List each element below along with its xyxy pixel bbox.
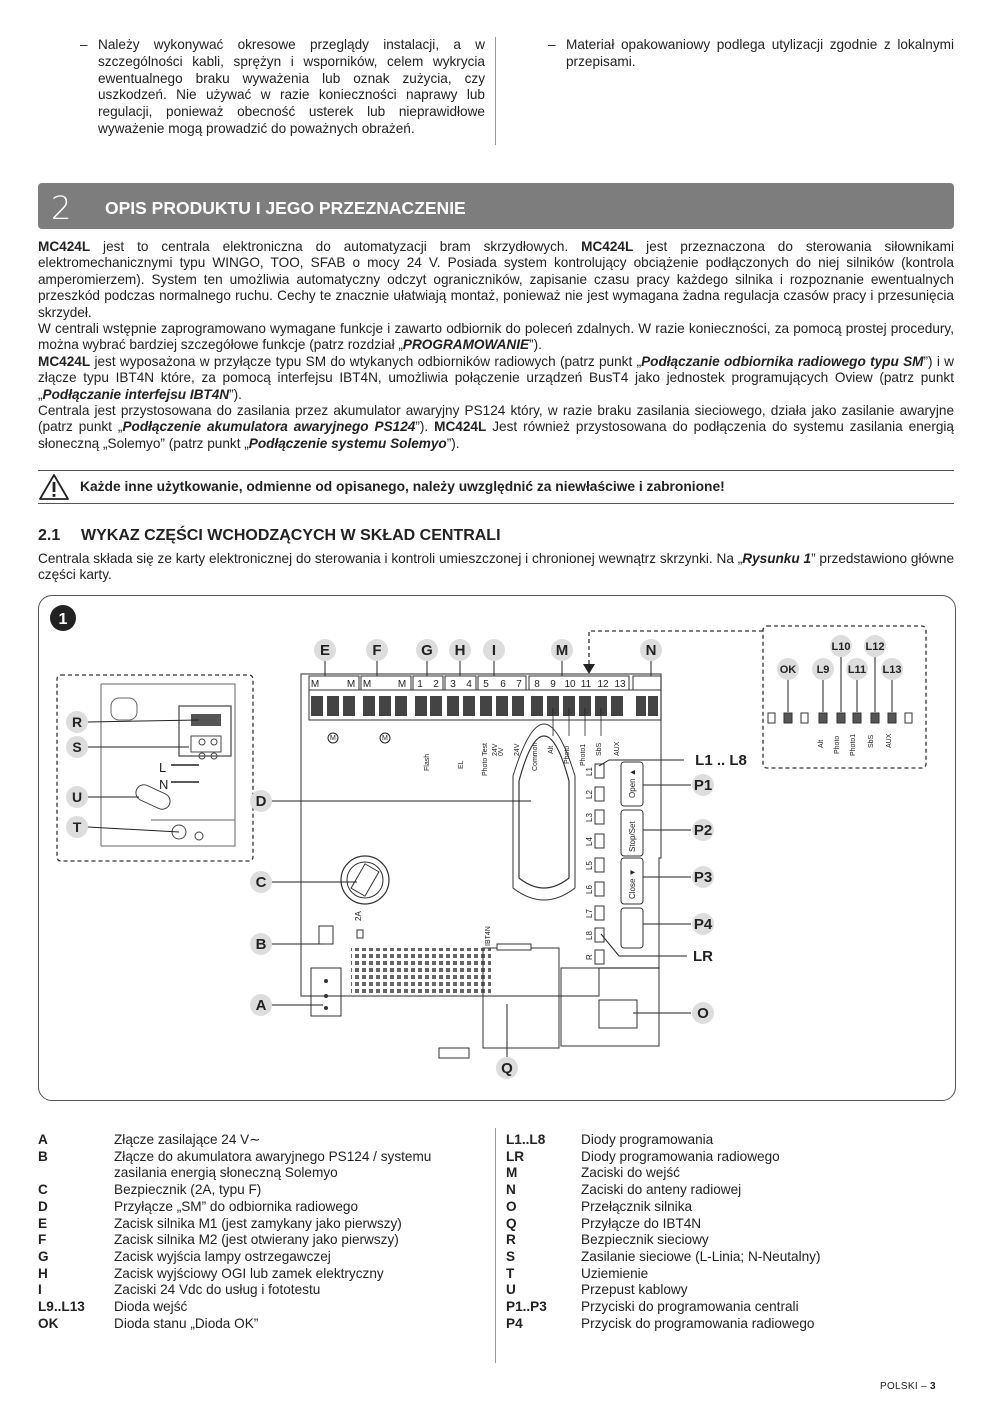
terminal-M: M — [555, 642, 569, 659]
legend-value: Zaciski do wejść — [581, 1165, 680, 1181]
terminal-H: H — [454, 642, 466, 659]
legend-value: Dioda wejść — [114, 1299, 188, 1315]
callout-S: S — [72, 739, 82, 755]
svg-text:2: 2 — [433, 679, 439, 690]
svg-text:5: 5 — [483, 679, 489, 690]
top-right-bullet — [548, 37, 954, 71]
legend-row — [506, 1299, 954, 1316]
led-OK: OK — [779, 664, 797, 676]
legend-right — [506, 1132, 954, 1332]
svg-text:SbS: SbS — [596, 742, 603, 756]
svg-text:L6: L6 — [585, 885, 594, 894]
legend-row — [506, 1266, 954, 1283]
callout-C: C — [255, 874, 267, 891]
svg-text:M: M — [346, 679, 356, 690]
terminal-N: N — [645, 642, 657, 659]
svg-text:L8: L8 — [585, 931, 594, 940]
intro-paragraph: MC424L jest to centrala elektroniczna do automatyzacji bram skrzydłowych. MC424L jest przeznaczona do sterowania siłownikami elektromechanicznymi typu WINGO, TOO, SFAB o mocy 24 V. Posiada system kontrolujący obciążenie podłączonych do niej silników (kontrola amperomierzem). System ten umożliwia automatyczny odczyt ograniczników, zapisanie czasu pracy każdego silnika i rozpoznanie ewentualnych przeszkód podczas normalnego ruchu. Cechy te znacznie ułatwiają montaż, ponieważ nie jest wymagana żadna regulacja czasów pracy i przesunięcia skrzydeł. W centrali wstępnie zaprogramowano wymagane funkcje i zawarto odbiornik do poleceń zdalnych. W razie konieczności, za pomocą prostej procedury, można wybrać bardziej szczegółowe funkcje (patrz rozdział „PROGRAMOWANIE”). MC424L jest wyposażona w przyłącze typu SM do wtykanych odbiorników radiowych (patrz punkt „Podłączanie odbiornika radiowego typu SM”) i w złącze typu IBT4N które, za pomocą interfejsu IBT4N, umożliwia połączenie urządzeń BusT4 jako jednostek programujących Oview (patrz punkt „Podłączanie interfejsu IBT4N”). Centrala jest przystosowana do zasilania przez akumulator awaryjny PS124 który, w razie braku zasilania sieciowego, działa jako zasilanie awaryjne (patrz punkt „Podłączenie akumulatora awaryjnego PS124”). MC424L Jest również przystosowana do podłączenia do systemu zasilania energią słoneczną „Solemyo” (patrz punkt „Podłączenie systemu Solemyo”). — [38, 239, 955, 451]
legend-left — [38, 1132, 488, 1332]
legend-key: LR — [506, 1148, 525, 1164]
led-L12: L12 — [865, 641, 885, 653]
legend-value: Przycisk do programowania radiowego — [581, 1315, 815, 1331]
svg-text:IBT4N: IBT4N — [485, 926, 492, 946]
svg-text:AUX: AUX — [614, 741, 621, 756]
led-L13: L13 — [882, 664, 902, 676]
svg-text:M: M — [397, 679, 407, 690]
legend-row — [38, 1216, 488, 1233]
svg-text:7: 7 — [516, 679, 522, 690]
legend-value: Przyłącze „SM” do odbiornika radiowego — [114, 1198, 359, 1214]
figure-1 — [38, 595, 956, 1101]
legend-key: L1..L8 — [506, 1132, 546, 1147]
svg-text:M: M — [382, 735, 388, 742]
svg-text:13: 13 — [614, 679, 626, 690]
svg-text:Photo: Photo — [834, 735, 841, 754]
legend-value: Przepust kablowy — [581, 1282, 688, 1298]
svg-text:N: N — [159, 777, 169, 792]
legend-key: E — [38, 1215, 48, 1231]
legend-row — [38, 1299, 488, 1316]
bullet-dash: – — [80, 37, 88, 52]
callout-L1-L8: L1 .. L8 — [695, 752, 747, 769]
legend-value: Przełącznik silnika — [581, 1198, 693, 1214]
svg-text:2A: 2A — [354, 911, 363, 921]
svg-text:M: M — [310, 679, 320, 690]
legend-key: I — [38, 1282, 42, 1298]
bullet-text: Materiał opakowaniowy podlega utylizacji zgodnie z lokalnymi przepisami. — [566, 37, 954, 69]
led-L10: L10 — [831, 641, 851, 653]
legend-row — [506, 1216, 954, 1233]
legend-row — [38, 1132, 488, 1149]
legend-key: OK — [38, 1315, 59, 1331]
legend-row — [506, 1232, 954, 1249]
legend-value: Bezpiecznik sieciowy — [581, 1232, 709, 1248]
svg-text:Photo1: Photo1 — [580, 743, 587, 766]
legend-value: Zaciski do anteny radiowej — [581, 1182, 742, 1198]
legend-value: Złącze do akumulatora awaryjnego PS124 / systemu zasilania energią słoneczną Solemyo — [114, 1148, 432, 1181]
top-left-bullet — [80, 37, 485, 138]
legend-column-divider — [495, 1128, 496, 1363]
legend-key: C — [38, 1182, 48, 1198]
legend-value: Przyłącze do IBT4N — [581, 1215, 702, 1231]
callout-P4: P4 — [693, 916, 713, 933]
svg-text:L1: L1 — [585, 767, 594, 776]
svg-text:10: 10 — [564, 679, 576, 690]
legend-key: D — [38, 1198, 48, 1214]
legend-value: Bezpiecznik (2A, typu F) — [114, 1182, 262, 1198]
legend-row — [506, 1132, 954, 1149]
svg-text:11: 11 — [580, 679, 592, 690]
svg-text:R: R — [585, 954, 594, 960]
svg-text:Open ▲: Open ▲ — [628, 768, 637, 798]
footer-page-number: 3 — [930, 1381, 936, 1392]
section-header — [38, 183, 954, 229]
page-footer — [880, 1381, 936, 1392]
warning-top-rule — [38, 470, 954, 471]
legend-key: N — [506, 1182, 516, 1198]
svg-text:4: 4 — [466, 679, 472, 690]
terminal-I: I — [491, 642, 497, 659]
svg-text:Alt: Alt — [818, 739, 825, 748]
footer-separator: – — [921, 1381, 927, 1392]
svg-text:L3: L3 — [585, 813, 594, 822]
svg-text:L: L — [159, 760, 167, 775]
callout-O: O — [697, 1005, 709, 1022]
callout-D: D — [255, 793, 267, 810]
legend-row — [506, 1199, 954, 1216]
legend-row — [38, 1282, 488, 1299]
callout-T: T — [72, 819, 82, 835]
svg-text:Alt: Alt — [548, 745, 555, 754]
legend-key: A — [38, 1132, 48, 1147]
legend-value: Złącze zasilające 24 V∼ — [114, 1132, 261, 1147]
legend-row — [38, 1149, 488, 1182]
warning-text: Każde inne użytkowanie, odmienne od opisanego, należy uwzględnić za niewłaściwe i zabronione! — [80, 479, 725, 494]
svg-text:SbS: SbS — [868, 734, 875, 748]
svg-text:Flash: Flash — [424, 753, 431, 771]
legend-key: P4 — [506, 1315, 523, 1331]
svg-text:3: 3 — [450, 679, 456, 690]
svg-text:L5: L5 — [585, 861, 594, 870]
callout-P2: P2 — [693, 822, 713, 839]
legend-key: L9..L13 — [38, 1299, 85, 1315]
svg-text:Common: Common — [532, 742, 539, 771]
legend-value: Zacisk silnika M2 (jest otwierany jako pierwszy) — [114, 1232, 399, 1248]
column-divider — [495, 37, 496, 145]
legend-key: T — [506, 1265, 515, 1281]
section-number: 2 — [51, 189, 72, 227]
callout-P3: P3 — [693, 869, 713, 886]
legend-row — [506, 1316, 954, 1333]
legend-value: Diody programowania — [581, 1132, 714, 1147]
legend-key: U — [506, 1282, 516, 1298]
legend-row — [38, 1182, 488, 1199]
board-diagram — [39, 596, 955, 1100]
bullet-text: Należy wykonywać okresowe przeglądy instalacji, a w szczególności kabli, sprężyn i wsporników, celem wykrycia ewentualnego braku wyważenia lub oznak zużycia, czy uszkodzeń. Nie używać w razie konieczności naprawy lub regulacji, ponieważ obecność usterek lub nieprawidłowe wyważenie mogą prowadzić do poważnych obrażeń. — [98, 37, 485, 136]
terminal-E: E — [319, 642, 331, 659]
svg-text:Photo1: Photo1 — [850, 733, 857, 756]
legend-row — [38, 1199, 488, 1216]
svg-text:12: 12 — [597, 679, 609, 690]
legend-value: Zaciski 24 Vdc do usług i fototestu — [114, 1282, 321, 1298]
figure-number: 1 — [58, 611, 68, 628]
svg-text:24V: 24V — [514, 743, 521, 756]
legend-key: M — [506, 1165, 518, 1181]
legend-value: Zacisk silnika M1 (jest zamykany jako pierwszy) — [114, 1215, 402, 1231]
svg-text:6: 6 — [500, 679, 506, 690]
legend-key: S — [506, 1248, 516, 1264]
led-L11: L11 — [847, 664, 867, 676]
legend-row — [38, 1266, 488, 1283]
legend-row — [38, 1316, 488, 1333]
terminal-F: F — [372, 642, 382, 659]
legend-key: H — [38, 1265, 48, 1281]
legend-value: Przyciski do programowania centrali — [581, 1299, 799, 1315]
legend-row — [506, 1165, 954, 1182]
legend-value: Zacisk wyjścia lampy ostrzegawczej — [114, 1248, 331, 1264]
svg-text:8: 8 — [534, 679, 540, 690]
callout-R: R — [71, 714, 83, 730]
legend-value: Zasilanie sieciowe (L-Linia; N-Neutalny) — [581, 1248, 821, 1264]
svg-text:Photo: Photo — [564, 745, 571, 764]
callout-U: U — [71, 789, 83, 805]
callout-LR: LR — [693, 948, 713, 965]
svg-text:1: 1 — [417, 679, 423, 690]
legend-row — [506, 1282, 954, 1299]
legend-row — [38, 1249, 488, 1266]
warning-bottom-rule — [38, 503, 954, 504]
legend-row — [506, 1249, 954, 1266]
legend-value: Diody programowania radiowego — [581, 1148, 780, 1164]
svg-text:0V: 0V — [498, 747, 505, 756]
svg-text:Photo Test: Photo Test — [482, 743, 489, 776]
legend-row — [38, 1232, 488, 1249]
legend-key: P1..P3 — [506, 1299, 547, 1315]
svg-text:M: M — [362, 679, 372, 690]
svg-text:9: 9 — [550, 679, 556, 690]
svg-text:M: M — [330, 735, 336, 742]
svg-text:Stop/Set: Stop/Set — [628, 821, 637, 852]
svg-text:AUX: AUX — [886, 733, 893, 748]
footer-language: POLSKI — [880, 1381, 918, 1392]
warning-icon — [38, 473, 70, 501]
svg-text:L4: L4 — [585, 837, 594, 846]
legend-key: B — [38, 1148, 48, 1164]
legend-value: Dioda stanu „Dioda OK” — [114, 1315, 259, 1331]
subsection-paragraph: Centrala składa się ze karty elektronicznej do sterowania i kontroli umieszczonej i chronionej wewnątrz skrzynki. Na „Rysunku 1” przedstawiono główne części karty. — [38, 551, 954, 583]
bullet-dash: – — [548, 37, 556, 52]
svg-text:Close ▼: Close ▼ — [628, 868, 637, 899]
section-title: OPIS PRODUKTU I JEGO PRZEZNACZENIE — [105, 198, 466, 218]
subsection-title: WYKAZ CZĘŚCI WCHODZĄCYCH W SKŁAD CENTRALI — [81, 527, 501, 544]
svg-text:L2: L2 — [585, 790, 594, 799]
svg-text:L7: L7 — [585, 909, 594, 918]
callout-P1: P1 — [693, 777, 713, 794]
callout-A: A — [255, 997, 267, 1014]
legend-value: Uziemienie — [581, 1265, 649, 1281]
svg-text:EL: EL — [458, 760, 465, 769]
legend-row — [506, 1182, 954, 1199]
legend-key: F — [38, 1232, 47, 1248]
subsection-number: 2.1 — [38, 527, 61, 544]
legend-key: O — [506, 1198, 517, 1214]
legend-row — [506, 1149, 954, 1166]
svg-text:24V: 24V — [492, 743, 499, 756]
callout-Q: Q — [501, 1060, 513, 1077]
terminal-G: G — [421, 642, 433, 659]
led-L9: L9 — [816, 664, 830, 676]
legend-value: Zacisk wyjściowy OGI lub zamek elektryczny — [114, 1265, 384, 1281]
legend-key: Q — [506, 1215, 517, 1231]
callout-B: B — [255, 936, 267, 953]
legend-key: R — [506, 1232, 516, 1248]
legend-key: G — [38, 1248, 49, 1264]
